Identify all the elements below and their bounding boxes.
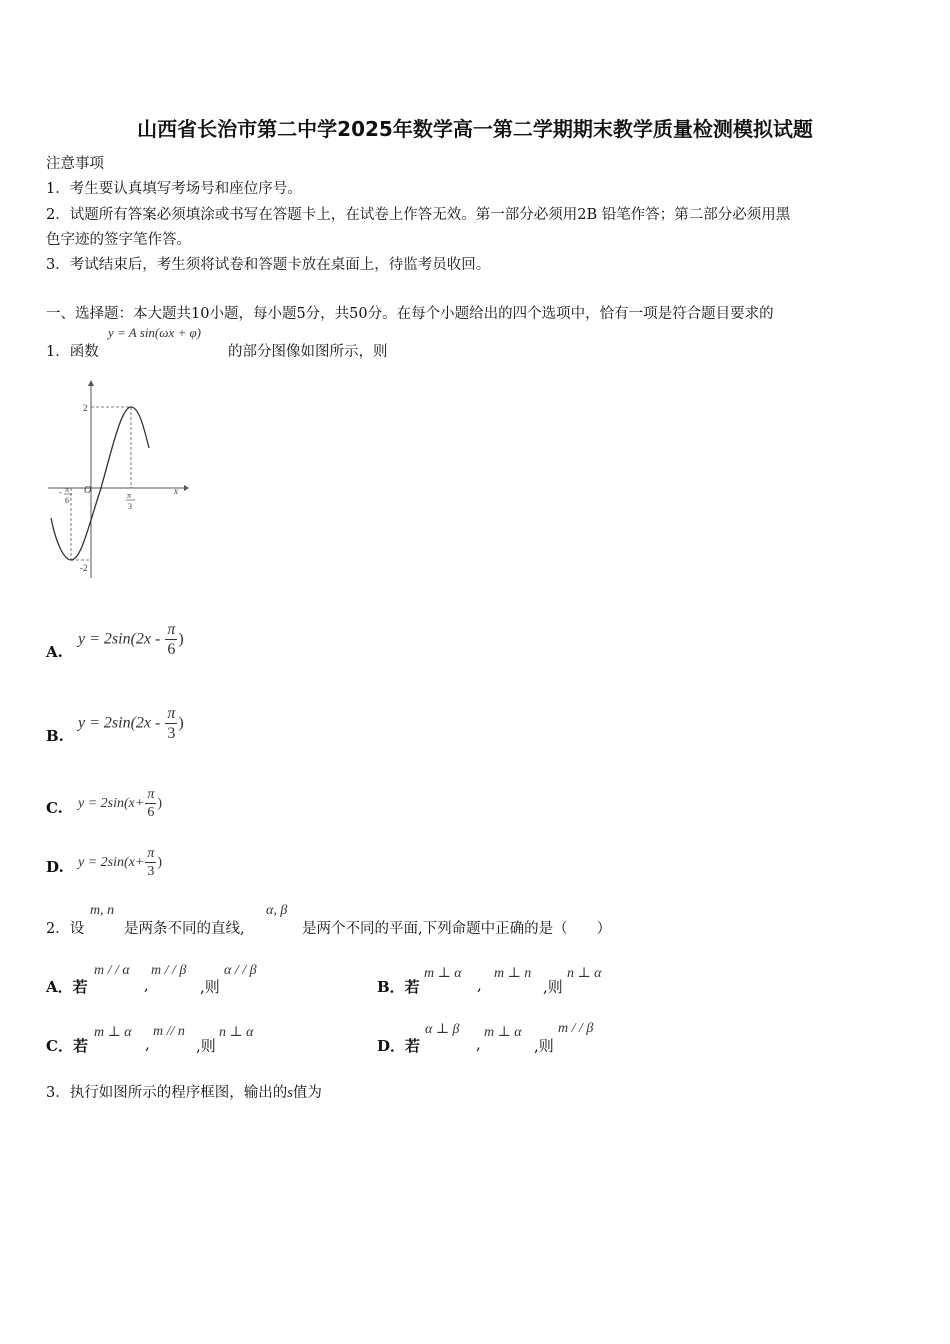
q2-prefix: 2．设 bbox=[46, 921, 85, 937]
q2-option-c-sep: , bbox=[145, 1035, 150, 1053]
q1-option-b-post: ) bbox=[178, 714, 184, 732]
q2-option-c-then: ,则 bbox=[196, 1037, 216, 1055]
y-axis-arrow-icon bbox=[88, 380, 94, 386]
left-tick-den: 6 bbox=[65, 496, 69, 505]
q1-option-c-post: ) bbox=[157, 796, 163, 812]
y-max-label: 2 bbox=[83, 403, 88, 413]
left-tick-num: π bbox=[65, 485, 70, 494]
q2-option-b-cond1: m ⊥ α bbox=[424, 966, 462, 981]
q2-option-a-sep: , bbox=[144, 976, 149, 994]
q2-option-d-cond1: α ⊥ β bbox=[425, 1022, 460, 1037]
page-title: 山西省长治市第二中学2025年数学高一第二学期期末教学质量检测模拟试题 bbox=[137, 117, 813, 141]
q2-option-c-cond1: m ⊥ α bbox=[94, 1025, 132, 1040]
q1-option-a-label: A. bbox=[46, 643, 63, 661]
q1-option-c-num: π bbox=[147, 787, 155, 802]
q1-option-d-pre: y = 2sin(x+ bbox=[78, 855, 145, 871]
notice-heading: 注意事项 bbox=[46, 156, 104, 172]
q1-option-c-den: 6 bbox=[147, 805, 155, 820]
q1-option-d-den: 3 bbox=[147, 864, 155, 879]
q2-option-d-cond2: m ⊥ α bbox=[484, 1025, 522, 1040]
q2-mid2: 是两个不同的平面,下列命题中正确的是（ ） bbox=[302, 921, 612, 937]
q2-option-c-result: n ⊥ α bbox=[219, 1025, 254, 1040]
q3-prefix: 3．执行如图所示的程序框图，输出的 bbox=[46, 1085, 288, 1101]
q2-option-b-result: n ⊥ α bbox=[567, 966, 602, 981]
section-heading: 一、选择题：本大题共10小题，每小题5分，共50分。在每个小题给出的四个选项中，恰有一项是符合题目要求的 bbox=[46, 306, 774, 322]
q2-option-d-label: D．若 bbox=[377, 1037, 421, 1055]
q1-option-d-frac bbox=[145, 847, 156, 879]
q1-option-b-frac bbox=[165, 706, 177, 742]
x-axis-label: x bbox=[174, 486, 178, 496]
q1-option-c-label: C. bbox=[46, 799, 63, 817]
q2-mid1: 是两条不同的直线, bbox=[124, 921, 245, 937]
right-tick-num: π bbox=[127, 491, 132, 500]
q3-var: s bbox=[287, 1085, 293, 1101]
q1-option-c-frac bbox=[145, 788, 156, 820]
q1-sine-graph bbox=[46, 378, 196, 583]
notice-item-2-cont: 色字迹的签字笔作答。 bbox=[46, 232, 191, 248]
notice-item-2: 2．试题所有答案必须填涂或书写在答题卡上，在试卷上作答无效。第一部分必须用2B 铅笔作答；第二部分必须用黑 bbox=[46, 207, 791, 223]
q1-option-a-frac bbox=[165, 622, 177, 658]
q1-option-c-formula bbox=[78, 788, 162, 820]
q1-option-d-num: π bbox=[147, 846, 155, 861]
q1-option-c-pre: y = 2sin(x+ bbox=[78, 796, 145, 812]
q1-option-a-pre: y = 2sin(2x - bbox=[78, 630, 165, 648]
notice-item-1: 1．考生要认真填写考场号和座位序号。 bbox=[46, 181, 302, 197]
q2-option-b-label: B．若 bbox=[377, 978, 420, 996]
q1-option-b-num: π bbox=[167, 705, 176, 722]
q1-suffix: 的部分图像如图所示，则 bbox=[228, 344, 388, 360]
q2-option-a-cond2: m / / β bbox=[151, 963, 187, 978]
q1-prefix: 1．函数 bbox=[46, 344, 99, 360]
q1-option-b-den: 3 bbox=[167, 725, 176, 742]
q1-formula: y = A sin(ωx + φ) bbox=[108, 325, 202, 340]
q3-suffix: 值为 bbox=[292, 1085, 322, 1101]
q1-option-b-label: B. bbox=[46, 727, 64, 745]
right-tick-den: 3 bbox=[128, 502, 132, 511]
q2-alpha-beta: α, β bbox=[266, 903, 288, 918]
q2-option-d-sep: , bbox=[476, 1035, 481, 1053]
q2-option-a-label: A．若 bbox=[46, 978, 88, 996]
q1-option-d-post: ) bbox=[157, 855, 163, 871]
notice-item-3: 3．考试结束后，考生须将试卷和答题卡放在桌面上，待监考员收回。 bbox=[46, 257, 491, 273]
q2-option-a-result: α / / β bbox=[224, 963, 257, 978]
q1-option-d-formula bbox=[78, 847, 162, 879]
q1-option-b-formula bbox=[78, 706, 184, 742]
q2-option-b-then: ,则 bbox=[543, 978, 563, 996]
q2-option-b-cond2: m ⊥ n bbox=[494, 966, 532, 981]
q1-option-a-formula bbox=[78, 622, 184, 658]
left-tick-sign: - bbox=[59, 488, 62, 497]
origin-label: O bbox=[84, 485, 92, 496]
q1-option-a-den: 6 bbox=[167, 641, 176, 658]
q1-option-a-num: π bbox=[167, 621, 176, 638]
q2-m-n: m, n bbox=[90, 903, 115, 918]
x-axis-arrow-icon bbox=[184, 485, 189, 491]
q2-option-b-sep: , bbox=[477, 976, 482, 994]
q2-option-c-label: C．若 bbox=[46, 1037, 88, 1055]
q3-text bbox=[46, 1081, 322, 1102]
q2-option-d-then: ,则 bbox=[534, 1037, 554, 1055]
q2-option-a-then: ,则 bbox=[200, 978, 220, 996]
q2-option-c-cond2: m // n bbox=[153, 1024, 185, 1039]
q1-option-d-label: D. bbox=[46, 858, 64, 876]
q2-option-a-cond1: m / / α bbox=[94, 963, 130, 978]
sine-curve bbox=[51, 407, 149, 560]
y-min-label: -2 bbox=[80, 563, 88, 573]
q1-option-a-post: ) bbox=[178, 630, 184, 648]
q2-option-d-result: m / / β bbox=[558, 1021, 594, 1036]
q1-option-b-pre: y = 2sin(2x - bbox=[78, 714, 165, 732]
